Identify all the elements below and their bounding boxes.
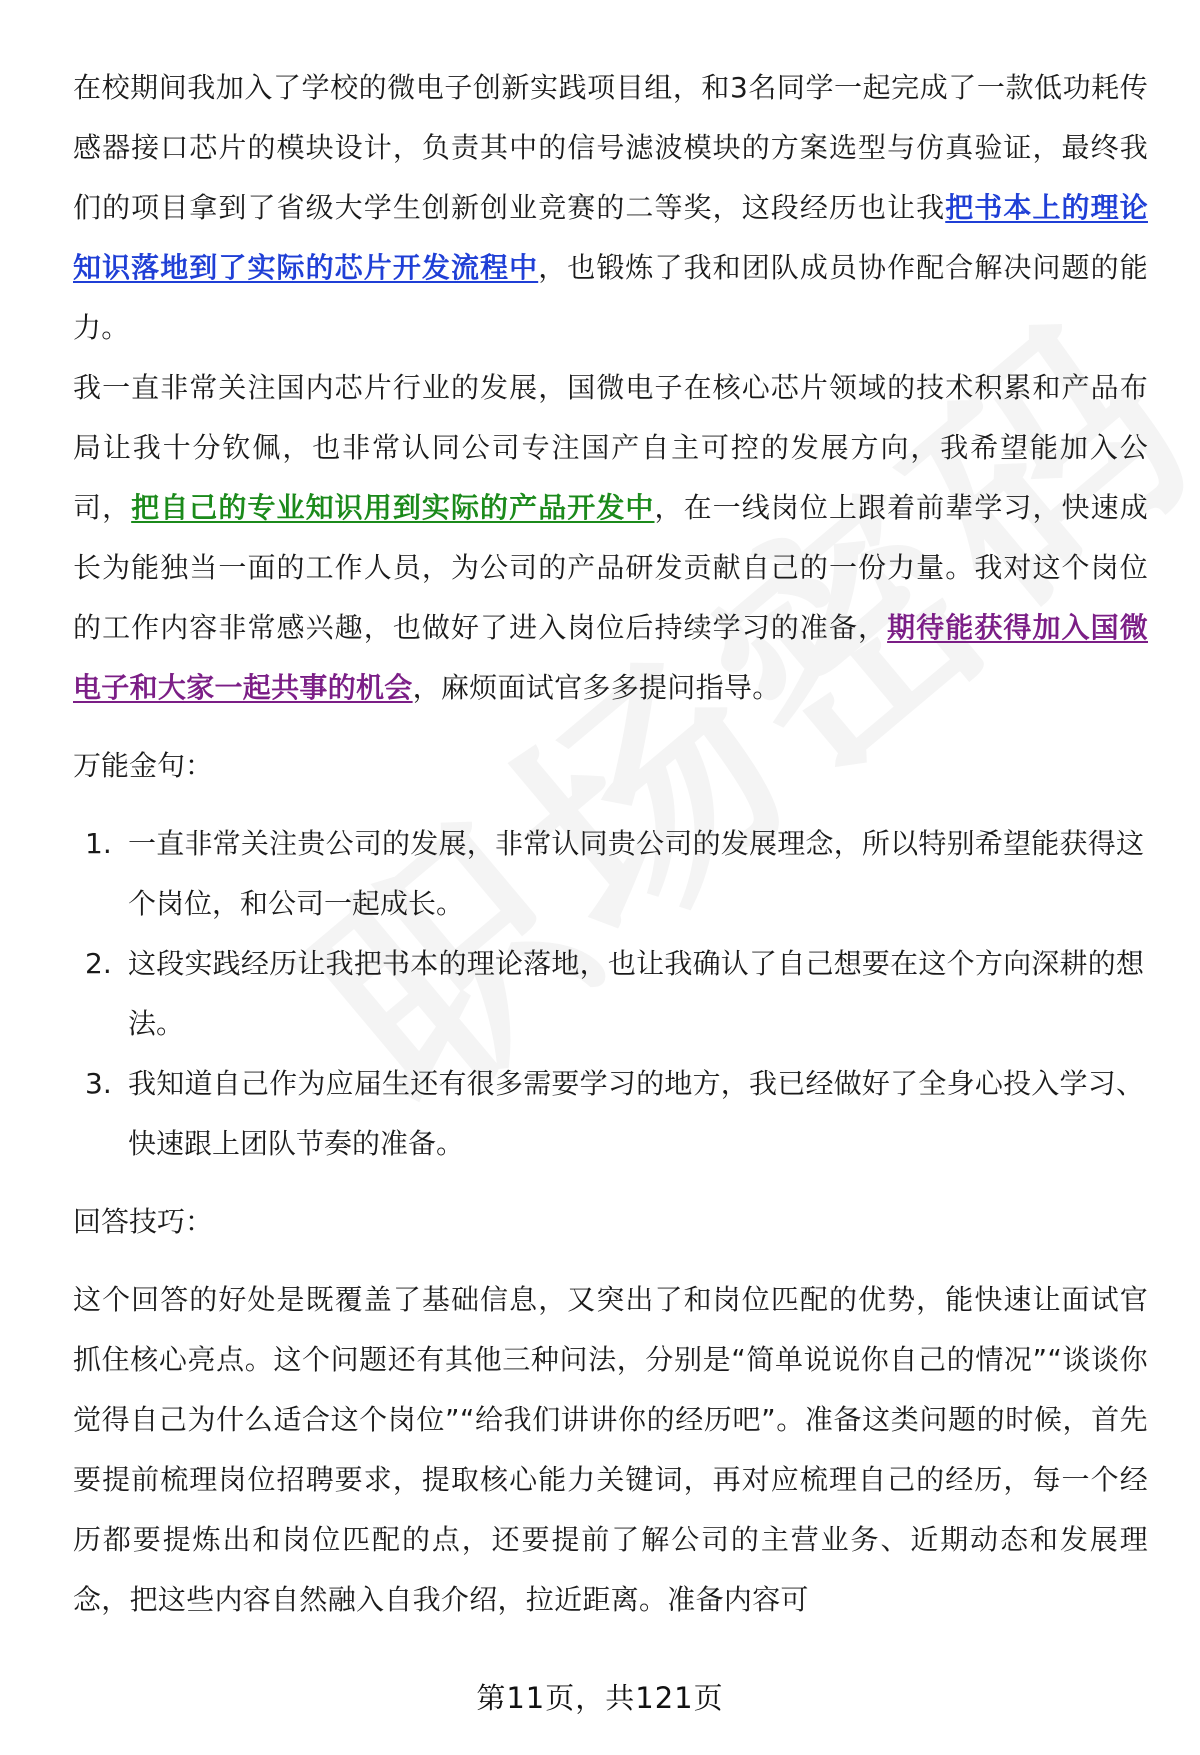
list-item <box>73 934 1144 1054</box>
list-text: 这段实践经历让我把书本的理论落地，也让我确认了自己想要在这个方向深耕的想法。 <box>128 947 1144 1040</box>
intro-text: 在校期间我加入了学校的微电子创新实践项目组，和3名同学一起完成了一款低功耗传感器接口芯片的模块设计，负责其中的信号滤波模块的方案选型与仿真验证，最终我们的项目拿到了省级大学生创新创业竞赛的二等奖，这段经历也让我 <box>73 71 1148 224</box>
intro-text: ，也锻炼了我和团队成员协作配合解决问题的能力。 <box>73 251 1148 344</box>
answer-tips-heading: 回答技巧： <box>73 1205 214 1238</box>
list-number: 2. <box>85 947 112 980</box>
intro-text: 我一直非常关注国内芯片行业的发展，国微电子在核心芯片领域的技术积累和产品布局让我十分钦佩，也非常认同公司专注国产自主可控的发展方向，我希望能加入公司， <box>73 371 1148 524</box>
intro-text: ，在一线岗位上跟着前辈学习，快速成长为能独当一面的工作人员，为公司的产品研发贡献自己的一份力量。我对这个岗位的工作内容非常感兴趣，也做好了进入岗位后持续学习的准备， <box>73 491 1148 644</box>
intro-paragraph-2 <box>73 358 1148 718</box>
list-item <box>73 814 1144 934</box>
page-number: 第11页，共121页 <box>476 1681 724 1715</box>
golden-sentences-list <box>73 814 1148 1174</box>
highlight-theory-practice: 把书本上的理论知识落地到了实际的芯片开发流程中 <box>73 191 1148 284</box>
intro-text: ，麻烦面试官多多提问指导。 <box>412 671 781 704</box>
list-text: 我知道自己作为应届生还有很多需要学习的地方，我已经做好了全身心投入学习、快速跟上团队节奏的准备。 <box>128 1067 1144 1160</box>
list-item <box>73 1054 1144 1174</box>
answer-tips-paragraph: 这个回答的好处是既覆盖了基础信息，又突出了和岗位匹配的优势，能快速让面试官抓住核心亮点。这个问题还有其他三种问法，分别是“简单说说你自己的情况”“谈谈你觉得自己为什么适合这个岗位”“给我们讲讲你的经历吧”。准备这类问题的时候，首先要提前梳理岗位招聘要求，提取核心能力关键词，再对应梳理自己的经历，每一个经历都要提炼出和岗位匹配的点，还要提前了解公司的主营业务、近期动态和发展理念，把这些内容自然融入自我介绍，拉近距离。准备内容可 <box>73 1283 1148 1616</box>
highlight-apply-knowledge: 把自己的专业知识用到实际的产品开发中 <box>131 491 655 524</box>
list-number: 3. <box>85 1067 112 1100</box>
list-number: 1. <box>85 827 112 860</box>
list-text: 一直非常关注贵公司的发展，非常认同贵公司的发展理念，所以特别希望能获得这个岗位，和公司一起成长。 <box>128 827 1144 920</box>
highlight-join-opportunity: 期待能获得加入国微电子和大家一起共事的机会 <box>73 611 1149 704</box>
intro-paragraph-1 <box>73 58 1148 358</box>
document-page <box>73 58 1148 1630</box>
golden-sentences-heading: 万能金句： <box>73 749 214 782</box>
